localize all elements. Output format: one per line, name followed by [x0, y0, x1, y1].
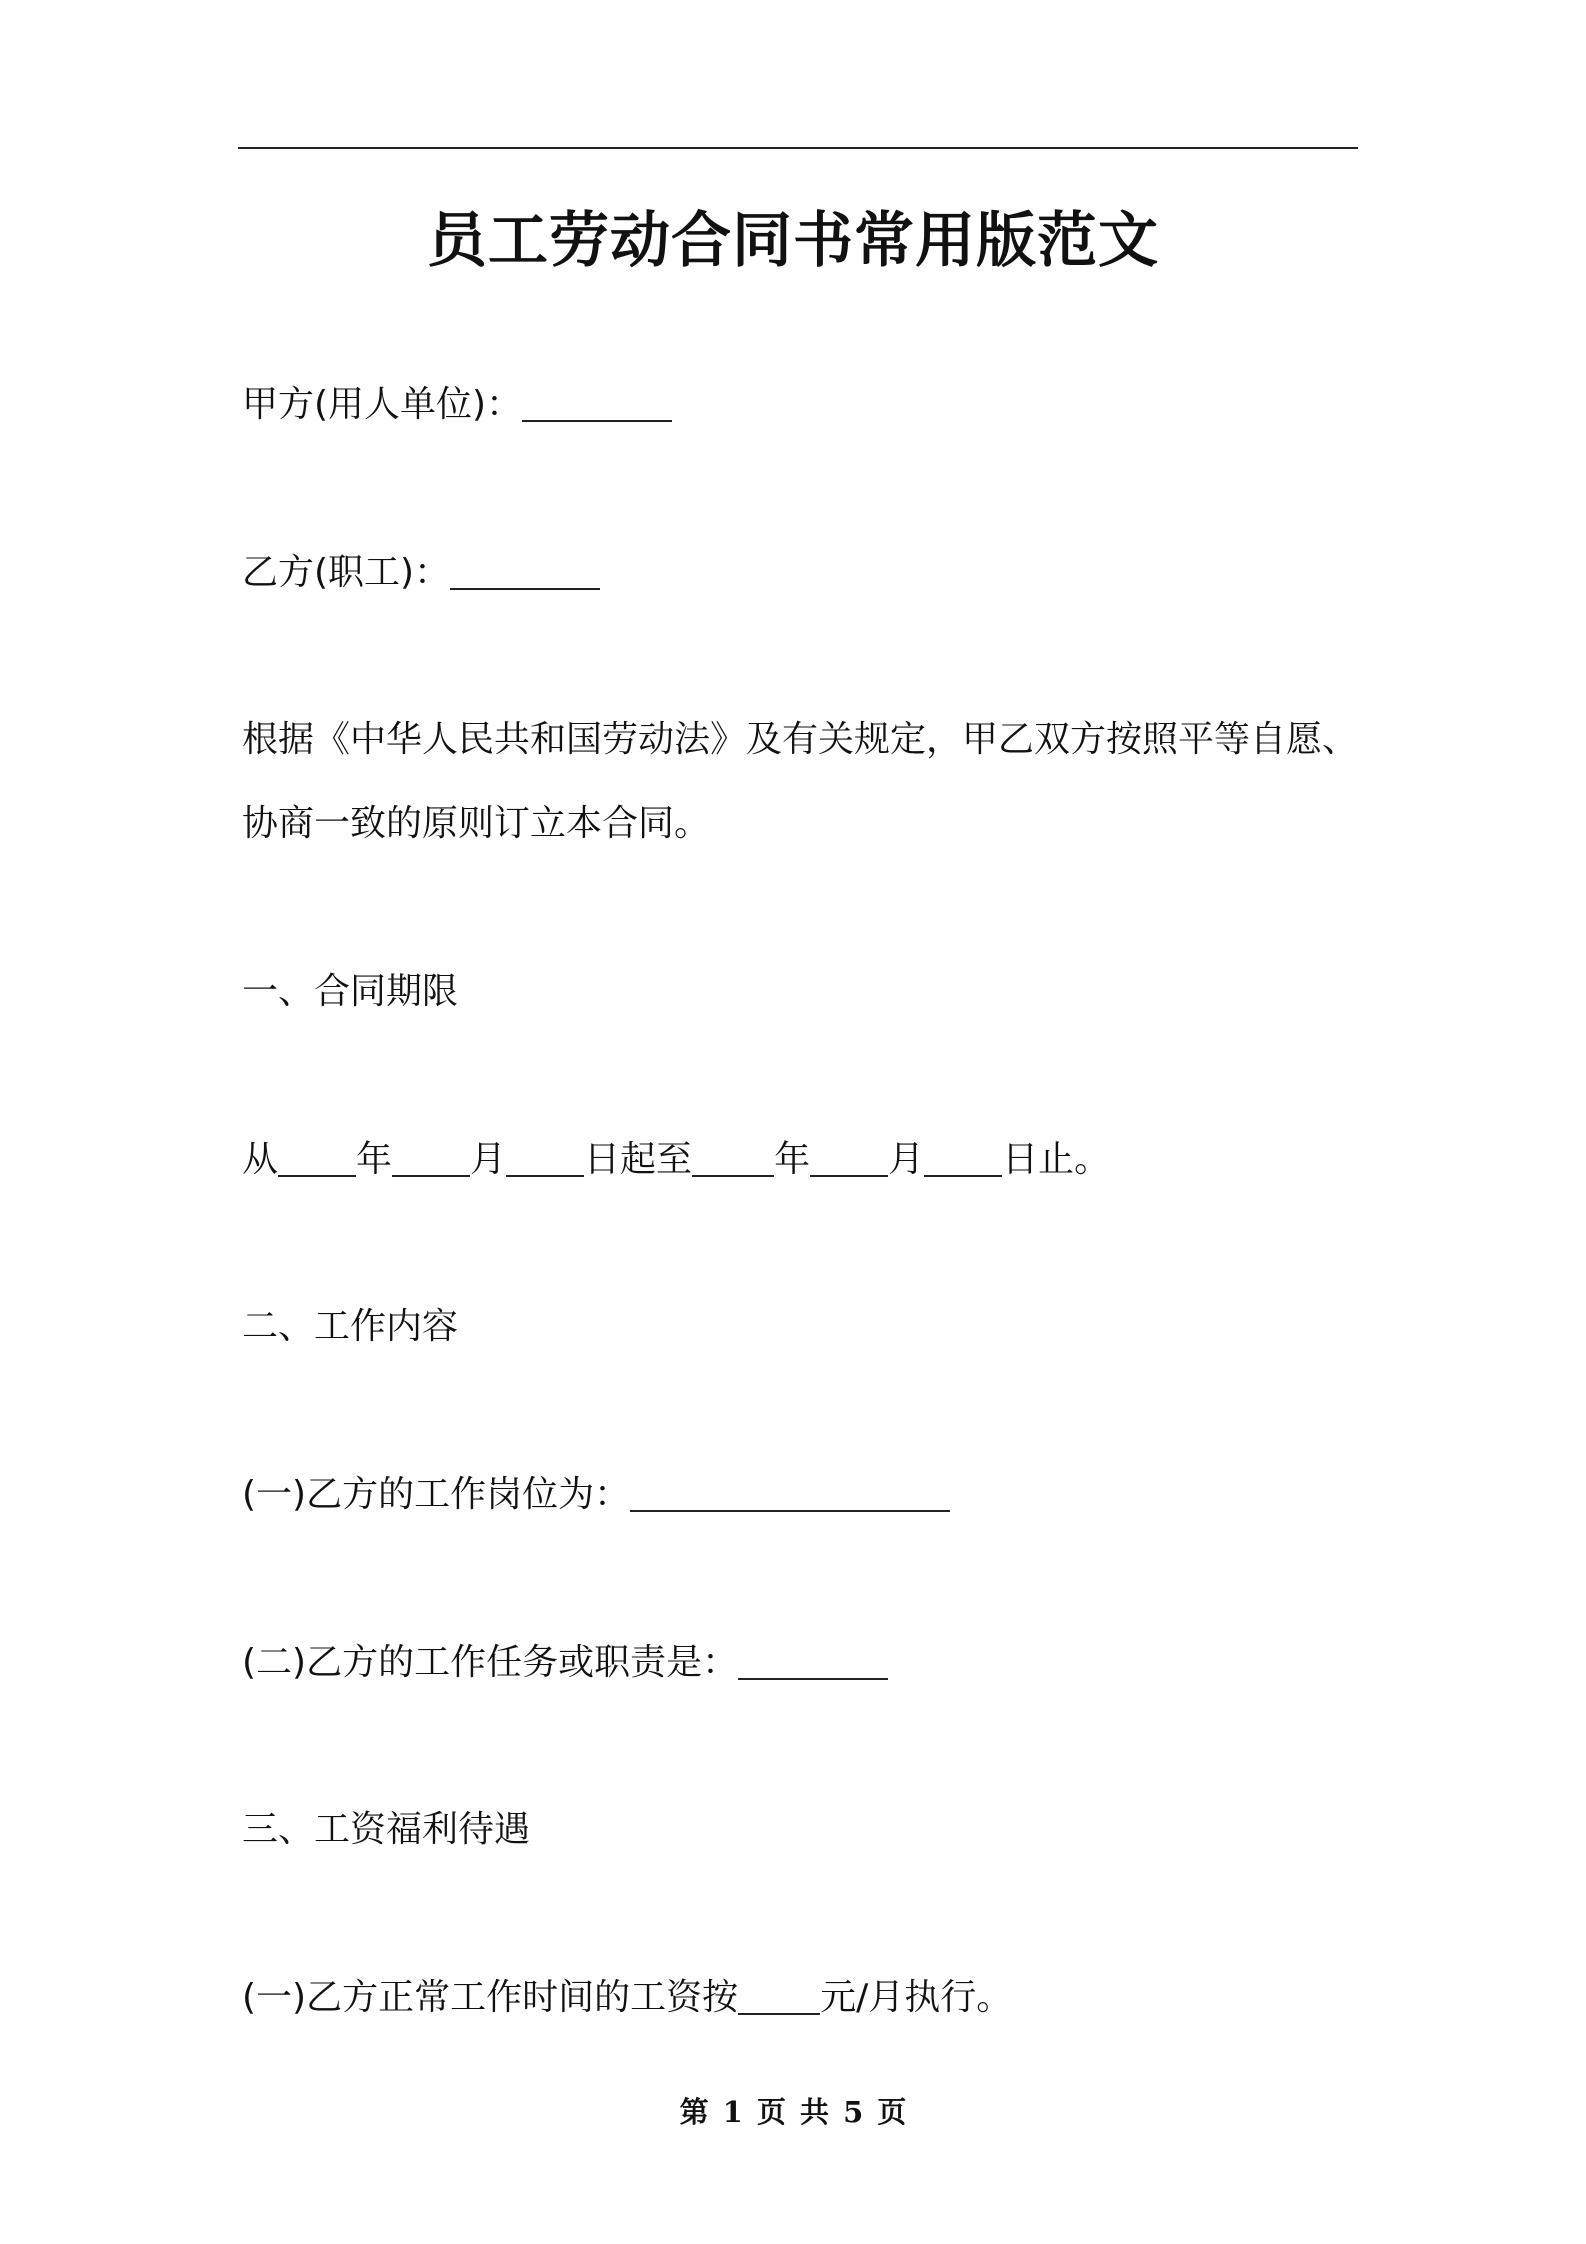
- term-start-day-label: 日起至: [584, 1139, 693, 1180]
- start-month-blank[interactable]: [392, 1141, 470, 1177]
- job-duty-blank[interactable]: [738, 1644, 888, 1680]
- job-duty-label: (二)乙方的工作任务或职责是：: [242, 1642, 739, 1683]
- preamble-line-1: 根据《中华人民共和国劳动法》及有关规定，甲乙双方按照平等自愿、: [242, 719, 1359, 760]
- party-b-blank[interactable]: [450, 554, 600, 590]
- term-year-label: 年: [774, 1139, 811, 1180]
- party-a-line: [242, 375, 672, 435]
- term-month-label: 月: [470, 1139, 507, 1180]
- job-position-line: [242, 1465, 950, 1525]
- wage-suffix: 元/月执行。: [820, 1977, 1013, 2018]
- party-b-label: 乙方(职工)：: [242, 552, 451, 593]
- section-1-heading: 一、合同期限: [242, 971, 459, 1012]
- header-rule: [238, 147, 1358, 149]
- job-duty-line: [242, 1633, 888, 1693]
- term-year-label: 年: [356, 1139, 393, 1180]
- wage-line: [242, 1968, 1012, 2028]
- document-title: 员工劳动合同书常用版范文: [427, 206, 1159, 276]
- start-year-blank[interactable]: [278, 1141, 356, 1177]
- end-day-blank[interactable]: [924, 1141, 1002, 1177]
- wage-prefix: (一)乙方正常工作时间的工资按: [242, 1977, 739, 2018]
- section-2-heading: 二、工作内容: [242, 1306, 459, 1347]
- job-position-blank[interactable]: [630, 1476, 950, 1512]
- end-month-blank[interactable]: [810, 1141, 888, 1177]
- party-a-label: 甲方(用人单位)：: [242, 384, 523, 425]
- contract-term-line: [242, 1130, 1110, 1190]
- page-number: 第 1 页 共 5 页: [679, 2095, 907, 2129]
- job-position-label: (一)乙方的工作岗位为：: [242, 1474, 631, 1515]
- term-from: 从: [242, 1139, 279, 1180]
- party-b-line: [242, 543, 600, 603]
- preamble-line-2: 协商一致的原则订立本合同。: [242, 803, 711, 844]
- section-3-heading: 三、工资福利待遇: [242, 1809, 531, 1850]
- start-day-blank[interactable]: [506, 1141, 584, 1177]
- wage-amount-blank[interactable]: [738, 1979, 820, 2015]
- term-month-label: 月: [888, 1139, 925, 1180]
- end-year-blank[interactable]: [692, 1141, 774, 1177]
- term-end-day-label: 日止。: [1002, 1139, 1111, 1180]
- party-a-blank[interactable]: [522, 386, 672, 422]
